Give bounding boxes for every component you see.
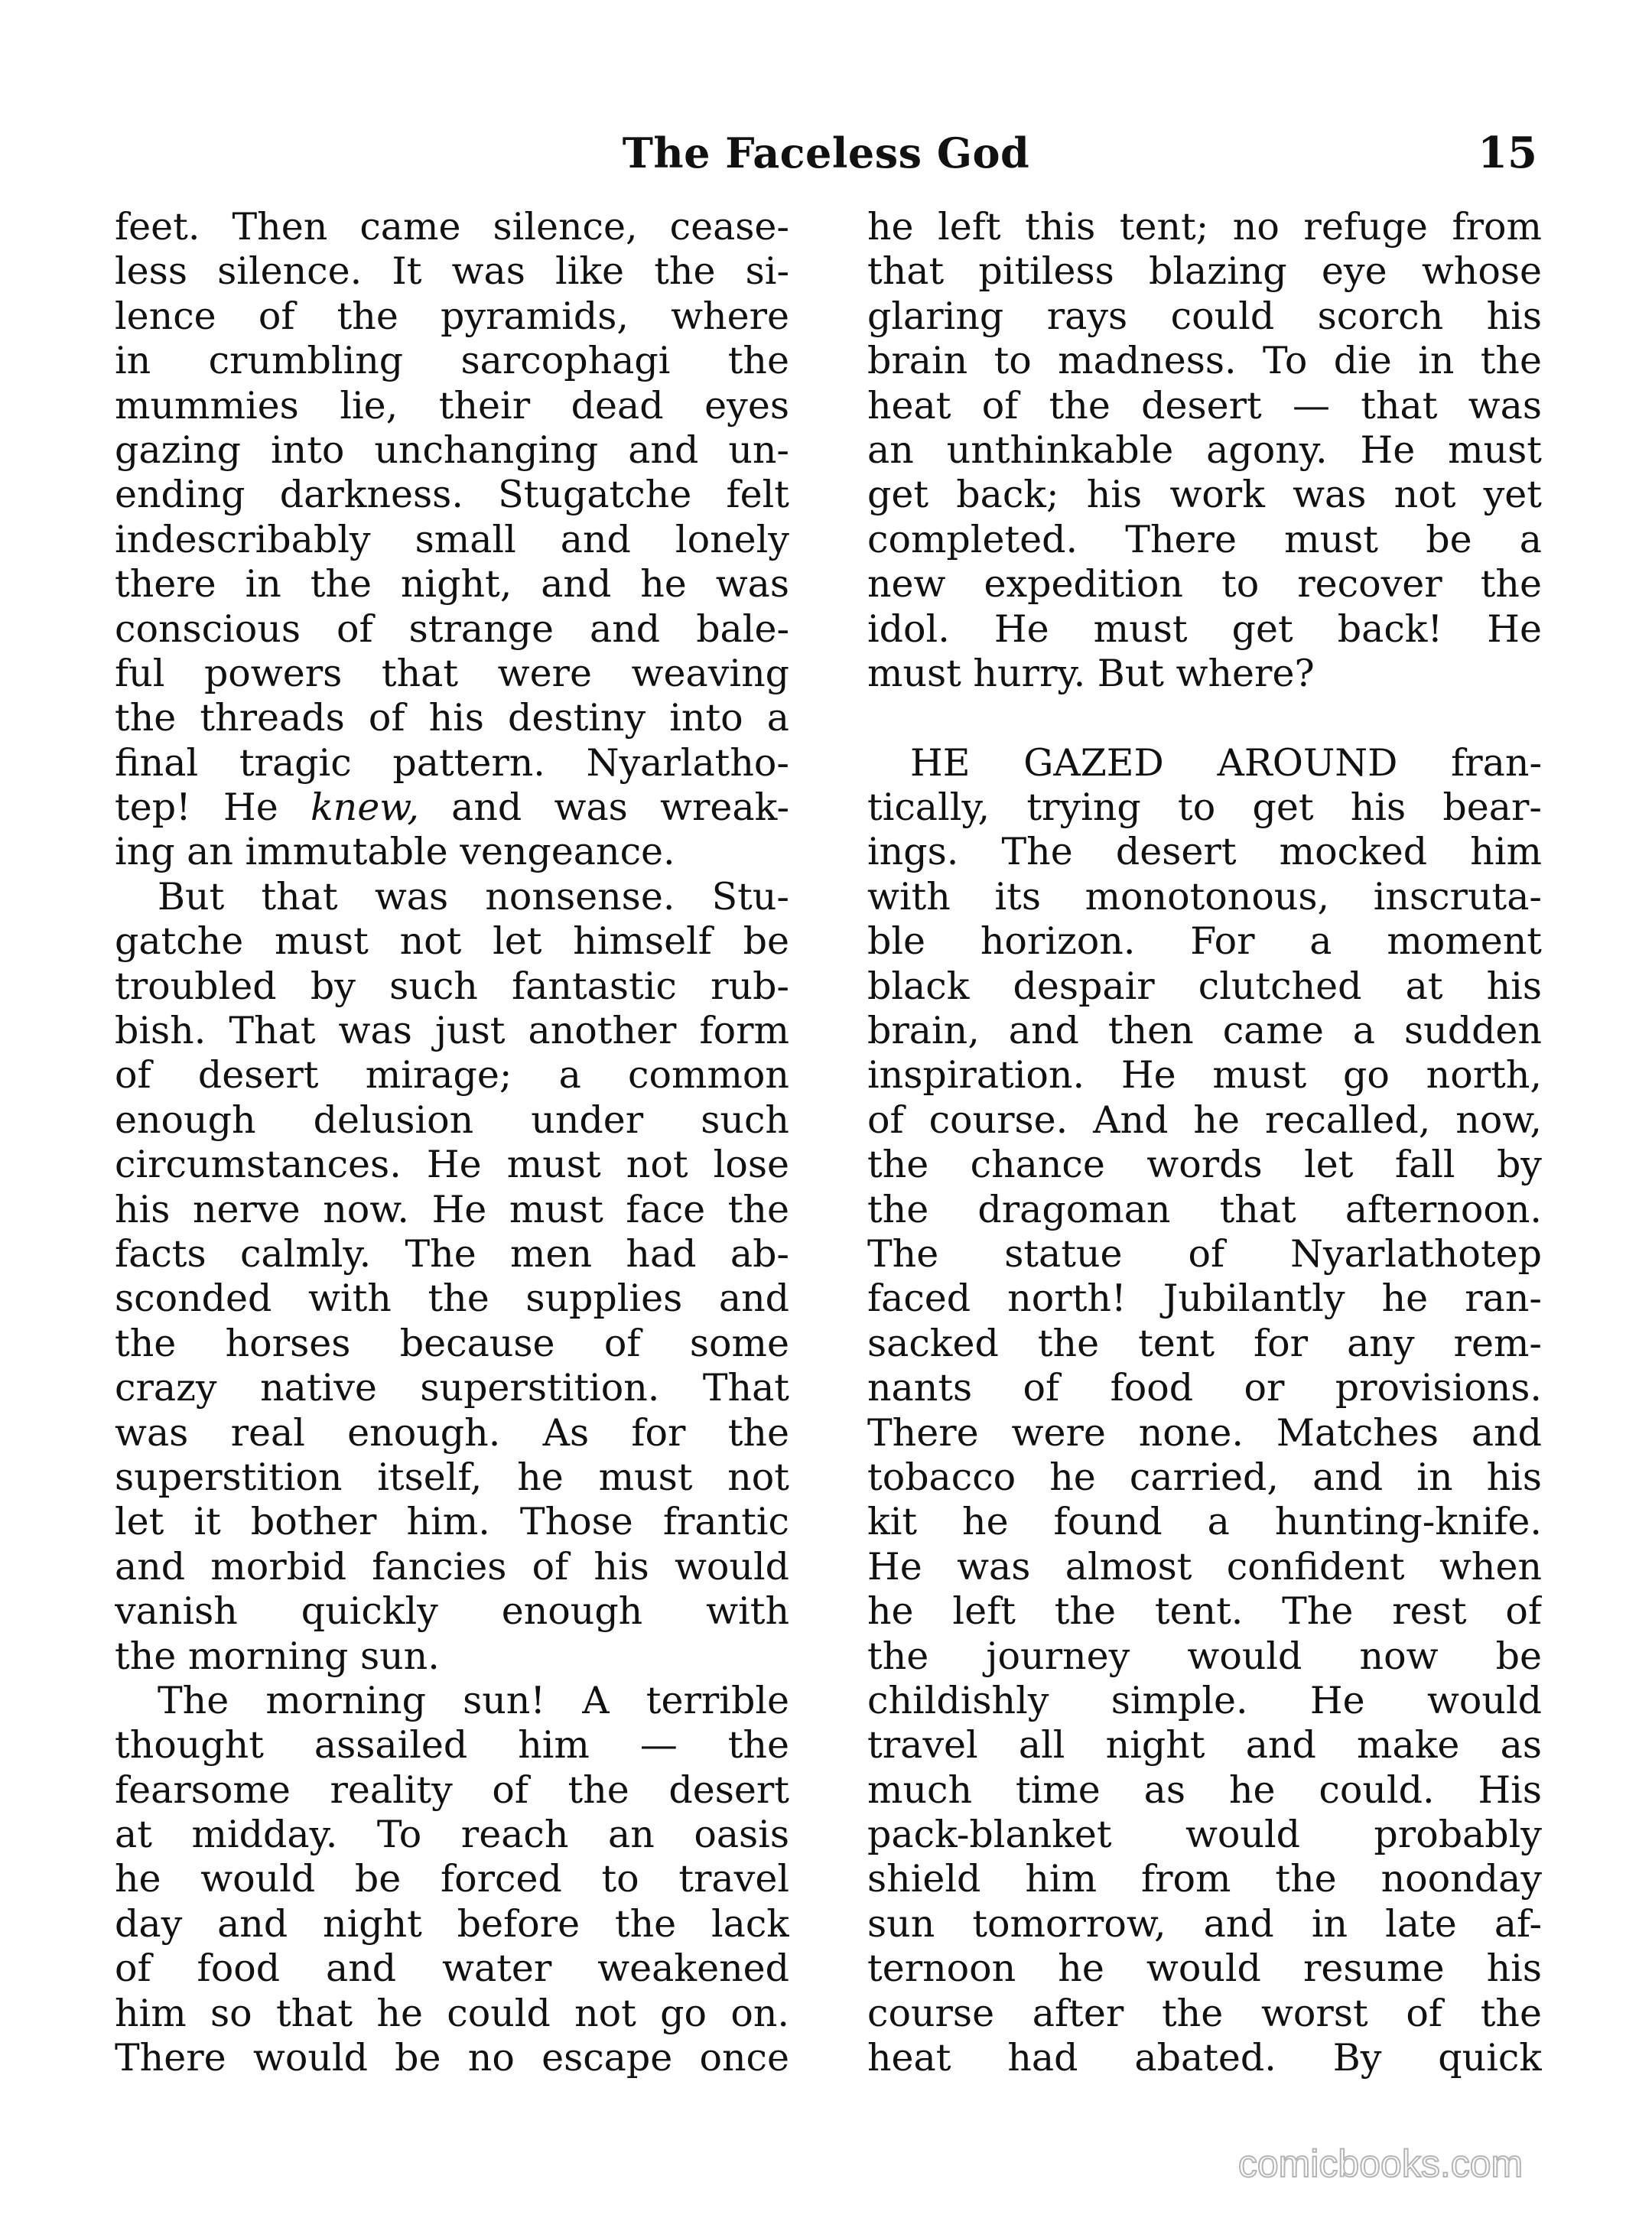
- text-line: him so that he could not go on.: [115, 1991, 789, 2035]
- text-line: nants of food or provisions.: [867, 1366, 1542, 1410]
- text-line: shield him from the noonday: [867, 1857, 1542, 1901]
- text-line: tobacco he carried, and in his: [867, 1455, 1542, 1499]
- text-line: the horses because of some: [115, 1321, 789, 1365]
- watermark: [1216, 2142, 1545, 2187]
- text-line: lence of the pyramids, where: [115, 294, 789, 338]
- text-line: ing an immutable vengeance.: [115, 830, 675, 874]
- text-line: day and night before the lack: [115, 1901, 789, 1946]
- text-line: that pitiless blazing eye whose: [867, 249, 1542, 294]
- text-line: of food and water weakened: [115, 1946, 789, 1991]
- text-line: fearsome reality of the desert: [115, 1768, 789, 1812]
- text-line: sacked the tent for any rem-: [867, 1321, 1542, 1365]
- text-line: the journey would now be: [867, 1634, 1542, 1678]
- text-line: ending darkness. Stugatche felt: [115, 473, 789, 517]
- text-line: ful powers that were weaving: [115, 651, 789, 695]
- text-line: The statue of Nyarlathotep: [867, 1231, 1542, 1276]
- text-line: thought assailed him — the: [115, 1723, 789, 1768]
- text-line: glaring rays could scorch his: [867, 294, 1542, 338]
- text-line: [115, 785, 789, 830]
- text-line: brain to madness. To die in the: [867, 339, 1542, 383]
- text-line: pack-blanket would probably: [867, 1813, 1542, 1857]
- text-line: in crumbling sarcophagi the: [115, 339, 789, 383]
- text-line: and morbid fancies of his would: [115, 1544, 789, 1589]
- text-line: feet. Then came silence, cease-: [115, 205, 789, 249]
- text-line: of desert mirage; a common: [115, 1053, 789, 1098]
- text-line: gazing into unchanging and un-: [115, 428, 789, 472]
- text-line: he would be forced to travel: [115, 1857, 789, 1901]
- text-line: get back; his work was not yet: [867, 473, 1542, 517]
- text-line: inspiration. He must go north,: [867, 1053, 1542, 1098]
- text-line: heat had abated. By quick: [867, 2036, 1542, 2080]
- text-line: there in the night, and he was: [115, 562, 789, 607]
- text-line: of course. And he recalled, now,: [867, 1098, 1542, 1142]
- text-line: The morning sun! A terrible: [158, 1678, 789, 1722]
- section-opening-line: HE GAZED AROUND fran-: [910, 740, 1542, 785]
- text-line: idol. He must get back! He: [867, 607, 1542, 651]
- text-line: indescribably small and lonely: [115, 517, 789, 561]
- text-line: the morning sun.: [115, 1634, 440, 1678]
- section-break: [867, 696, 1542, 740]
- running-title: The Faceless God: [622, 128, 1030, 177]
- text-line: brain, and then came a sudden: [867, 1009, 1542, 1053]
- watermark-text: comicbooks.com: [1237, 2142, 1524, 2185]
- text-line: vanish quickly enough with: [115, 1589, 789, 1634]
- text-line: the chance words let fall by: [867, 1143, 1542, 1187]
- emphasis-word: knew,: [310, 785, 419, 830]
- text-segment: tep! He: [115, 785, 278, 830]
- text-line: the threads of his destiny into a: [115, 696, 789, 740]
- text-line: an unthinkable agony. He must: [867, 428, 1542, 472]
- text-line: course after the worst of the: [867, 1991, 1542, 2035]
- text-line: let it bother him. Those frantic: [115, 1500, 789, 1544]
- text-line: troubled by such fantastic rub-: [115, 964, 789, 1008]
- text-line: ings. The desert mocked him: [867, 830, 1542, 874]
- right-column: [867, 205, 1542, 2080]
- text-line: his nerve now. He must face the: [115, 1187, 789, 1231]
- text-line: sun tomorrow, and in late af-: [867, 1901, 1542, 1946]
- page-number: 15: [1478, 128, 1537, 178]
- page-header: [115, 122, 1537, 184]
- text-line: mummies lie, their dead eyes: [115, 383, 789, 428]
- text-line: new expedition to recover the: [867, 562, 1542, 607]
- text-line: There were none. Matches and: [867, 1410, 1542, 1455]
- text-line: was real enough. As for the: [115, 1410, 789, 1455]
- text-line: There would be no escape once: [115, 2036, 789, 2080]
- text-line: travel all night and make as: [867, 1723, 1542, 1768]
- text-line: But that was nonsense. Stu-: [158, 874, 789, 919]
- text-line: much time as he could. His: [867, 1768, 1542, 1812]
- text-line: heat of the desert — that was: [867, 383, 1542, 428]
- text-line: black despair clutched at his: [867, 964, 1542, 1008]
- text-line: with its monotonous, inscruta-: [867, 874, 1542, 919]
- text-line: circumstances. He must not lose: [115, 1143, 789, 1187]
- text-line: superstition itself, he must not: [115, 1455, 789, 1499]
- text-line: less silence. It was like the si-: [115, 249, 789, 294]
- text-line: completed. There must be a: [867, 517, 1542, 561]
- text-line: He was almost confident when: [867, 1544, 1542, 1589]
- text-segment: and was wreak-: [451, 785, 789, 830]
- text-line: childishly simple. He would: [867, 1678, 1542, 1722]
- text-line: the dragoman that afternoon.: [867, 1187, 1542, 1231]
- text-line: crazy native superstition. That: [115, 1366, 789, 1410]
- text-line: facts calmly. The men had ab-: [115, 1231, 789, 1276]
- text-line: gatche must not let himself be: [115, 919, 789, 964]
- text-line: faced north! Jubilantly he ran-: [867, 1276, 1542, 1321]
- text-line: must hurry. But where?: [867, 651, 1315, 695]
- text-line: ternoon he would resume his: [867, 1946, 1542, 1991]
- text-line: conscious of strange and bale-: [115, 607, 789, 651]
- text-line: at midday. To reach an oasis: [115, 1813, 789, 1857]
- text-line: sconded with the supplies and: [115, 1276, 789, 1321]
- text-line: he left the tent. The rest of: [867, 1589, 1542, 1634]
- text-line: tically, trying to get his bear-: [867, 785, 1542, 830]
- text-line: ble horizon. For a moment: [867, 919, 1542, 964]
- text-line: enough delusion under such: [115, 1098, 789, 1142]
- text-line: he left this tent; no refuge from: [867, 205, 1542, 249]
- text-line: final tragic pattern. Nyarlatho-: [115, 740, 789, 785]
- text-line: bish. That was just another form: [115, 1009, 789, 1053]
- left-column: [115, 205, 789, 2080]
- text-line: kit he found a hunting-knife.: [867, 1500, 1542, 1544]
